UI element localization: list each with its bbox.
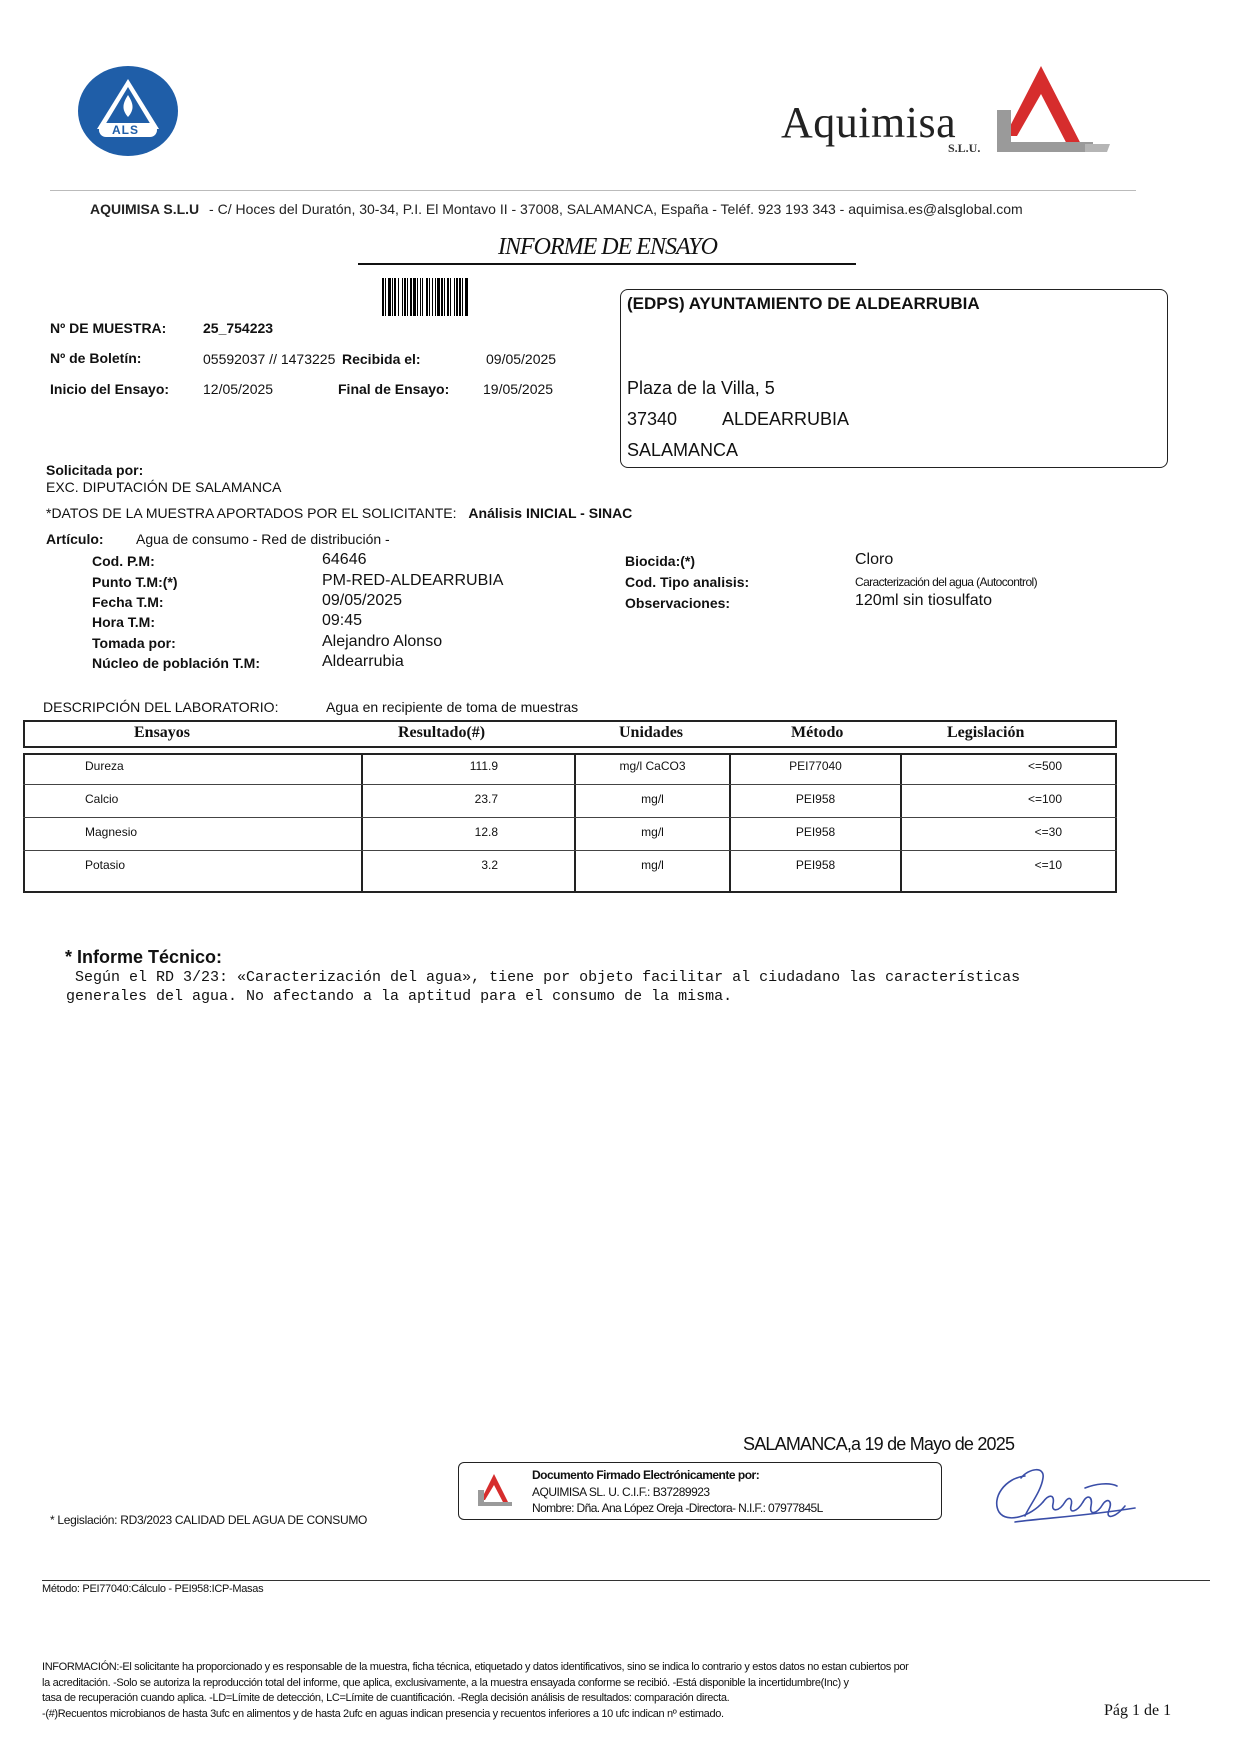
row-divider [23,850,1117,851]
place-date: SALAMANCA,a 19 de Mayo de 2025 [743,1434,1015,1454]
page-title: INFORME DE ENSAYO [498,234,717,260]
fecha-tm-label: Fecha T.M: [92,594,164,610]
title-underline [358,263,856,265]
boletin-value: 05592037 // 1473225 [203,351,336,367]
company-name: AQUIMISA S.L.U [90,201,200,217]
nucleo-value: Aldearrubia [322,653,404,670]
tomada-label: Tomada por: [92,635,176,651]
datos-line [46,505,632,521]
tipo-analisis-label: Cod. Tipo analisis: [625,574,750,590]
unidades-cell: mg/l CaCO3 [619,759,686,773]
metodo-cell: PEI77040 [789,759,842,773]
barcode-bar [410,278,412,316]
barcode-bar [462,278,463,316]
punto-tm-label: Punto T.M:(*) [92,574,178,590]
barcode-bar [447,278,449,316]
biocida-value: Cloro [855,551,894,568]
header-divider [50,190,1136,191]
unidades-cell: mg/l [641,858,664,872]
header-metodo: Método [791,724,844,741]
barcode-bar [407,278,408,316]
tipo-analisis-value: Caracterización del agua (Autocontrol) [855,575,1037,589]
info-line-1: INFORMACIÓN:-El solicitante ha proporcionado y es responsable de la muestra, ficha técnica, etiquetado y datos identificativos, sino se indica lo contrario y estos datos no estan cubiertos por [42,1661,909,1673]
barcode-bar [426,278,428,316]
muestra-label: Nº DE MUESTRA: [50,320,167,336]
barcode-bar [459,278,461,316]
aquimisa-logo-mark [985,66,1110,156]
observaciones-label: Observaciones: [625,595,731,611]
resultado-cell: 111.9 [469,759,498,773]
cod-pm-value: 64646 [322,551,367,568]
page-number: Pág 1 de 1 [1104,1702,1172,1719]
als-logo-text: ALS [112,123,139,137]
signature-box-line2: Nombre: Dña. Ana López Oreja -Directora- N.I.F.: 07977845L [532,1501,823,1515]
client-name: (EDPS) AYUNTAMIENTO DE ALDEARRUBIA [627,294,980,313]
info-line-2: la acreditación. -Solo se autoriza la reproducción total del informe, que aplica, exclusivamente, a la muestra ensayada conforme se recibió. -Está disponible la incertidumbre(Inc) y [42,1677,849,1689]
aquimisa-brand-suffix: S.L.U. [948,141,981,155]
handwritten-signature [985,1458,1145,1530]
recibida-label: Recibida el: [342,351,421,367]
header-legislacion: Legislación [947,724,1025,741]
legislacion-cell: <=10 [1034,858,1062,872]
header-resultado: Resultado(#) [398,724,486,741]
barcode-bar [398,278,399,316]
solicitada-value: EXC. DIPUTACIÓN DE SALAMANCA [46,479,282,495]
lab-description-value: Agua en recipiente de toma de muestras [326,699,579,715]
ensayo-cell: Magnesio [85,825,138,839]
resultado-cell: 3.2 [481,858,498,872]
recibida-value: 09/05/2025 [486,351,557,367]
results-table-body [23,753,1117,893]
legislacion-note: * Legislación: RD3/2023 CALIDAD DEL AGUA DE CONSUMO [50,1513,368,1527]
metodo-cell: PEI958 [795,792,836,806]
barcode-bar [417,278,418,316]
barcode-bar [450,278,451,316]
barcode-bar [392,278,393,316]
company-line [90,201,1023,217]
metodo-note: Método: PEI77040:Cálculo - PEI958:ICP-Masas [42,1583,264,1595]
legislacion-cell: <=30 [1034,825,1062,839]
barcode-bar [413,278,416,316]
barcode-bar [435,278,436,316]
inicio-value: 12/05/2025 [203,381,274,397]
signature-box-line1: AQUIMISA SL. U. C.I.F.: B37289923 [532,1485,710,1499]
ensayo-cell: Potasio [85,858,126,872]
row-divider [23,784,1117,785]
legislacion-cell: <=100 [1027,792,1062,806]
resultado-cell: 23.7 [474,792,498,806]
articulo-value: Agua de consumo - Red de distribución - [136,531,390,547]
barcode-bar [388,278,391,316]
biocida-label: Biocida:(*) [625,553,695,569]
barcode-bar [385,278,386,316]
lab-description-label: DESCRIPCIÓN DEL LABORATORIO: [43,699,279,715]
punto-tm-value: PM-RED-ALDEARRUBIA [322,572,504,589]
technical-report-line2: generales del agua. No afectando a la aptitud para el consumo de la misma. [66,988,733,1005]
company-details: - C/ Hoces del Duratón, 30-34, P.I. El Montavo II - 37008, SALAMANCA, España - Teléf. 923 193 343 - aquimisa.es@alsglobal.com [209,201,1023,217]
client-postal-code: 37340 [627,409,678,429]
header-ensayos: Ensayos [134,724,191,741]
client-city: ALDEARRUBIA [722,409,850,429]
row-divider [23,817,1117,818]
fecha-tm-value: 09/05/2025 [322,592,403,609]
legislacion-cell: <=500 [1027,759,1062,773]
barcode-bar [422,278,423,316]
inicio-label: Inicio del Ensayo: [50,381,170,397]
technical-report-line1: Según el RD 3/23: «Caracterización del agua», tiene por objeto facilitar al ciudadano las características [66,969,1021,986]
barcode-bar [465,278,468,316]
barcode-bar [454,278,455,316]
barcode-bar [394,278,396,316]
cod-pm-label: Cod. P.M: [92,553,155,569]
footer-divider [42,1580,1210,1581]
column-divider [361,753,363,893]
barcode-bar [444,278,445,316]
observaciones-value: 120ml sin tiosulfato [855,592,992,609]
hora-tm-value: 09:45 [322,612,363,629]
barcode-bar [456,278,458,316]
tomada-value: Alejandro Alonso [322,633,443,650]
ensayo-cell: Dureza [85,759,124,773]
client-province: SALAMANCA [627,440,739,460]
barcode-bar [432,278,433,316]
articulo-label: Artículo: [46,531,104,547]
client-address: Plaza de la Villa, 5 [627,378,775,398]
column-divider [729,753,731,893]
final-value: 19/05/2025 [483,381,554,397]
info-line-3: tasa de recuperación cuando aplica. -LD=Límite de detección, LC=Límite de cuantificación. -Regla decisión análisis de resultados: comparación directa. [42,1692,730,1704]
column-divider [574,753,576,893]
barcode-bar [429,278,430,316]
ensayo-cell: Calcio [85,792,119,806]
column-divider [900,753,902,893]
metodo-cell: PEI958 [795,825,836,839]
datos-value: Análisis INICIAL - SINAC [468,505,633,521]
datos-label: *DATOS DE LA MUESTRA APORTADOS POR EL SOLICITANTE: [46,505,457,521]
als-logo [77,65,179,157]
barcode [382,278,517,316]
barcode-bar [382,278,384,316]
unidades-cell: mg/l [641,792,664,806]
signature-box-title: Documento Firmado Electrónicamente por: [532,1468,760,1482]
hora-tm-label: Hora T.M: [92,614,155,630]
barcode-bar [441,278,443,316]
technical-report-title: * Informe Técnico: [65,947,223,967]
header-unidades: Unidades [619,724,684,741]
unidades-cell: mg/l [641,825,664,839]
solicitada-label: Solicitada por: [46,462,144,478]
barcode-bar [404,278,406,316]
resultado-cell: 12.8 [474,825,498,839]
muestra-value: 25_754223 [203,320,274,336]
final-label: Final de Ensayo: [338,381,450,397]
info-line-4: -(#)Recuentos microbianos de hasta 3ufc en alimentos y de hasta 2ufc en aguas indican presencia y recuentos inferiores a 10 ufc indican nº estimado. [42,1708,724,1720]
aquimisa-brand-name: Aquimisa [781,98,957,147]
barcode-bar [420,278,421,316]
barcode-bar [437,278,440,316]
barcode-bar [402,278,403,316]
signature-box-logo [474,1474,516,1508]
nucleo-label: Núcleo de población T.M: [92,655,261,671]
boletin-label: Nº de Boletín: [50,350,142,366]
metodo-cell: PEI958 [795,858,836,872]
